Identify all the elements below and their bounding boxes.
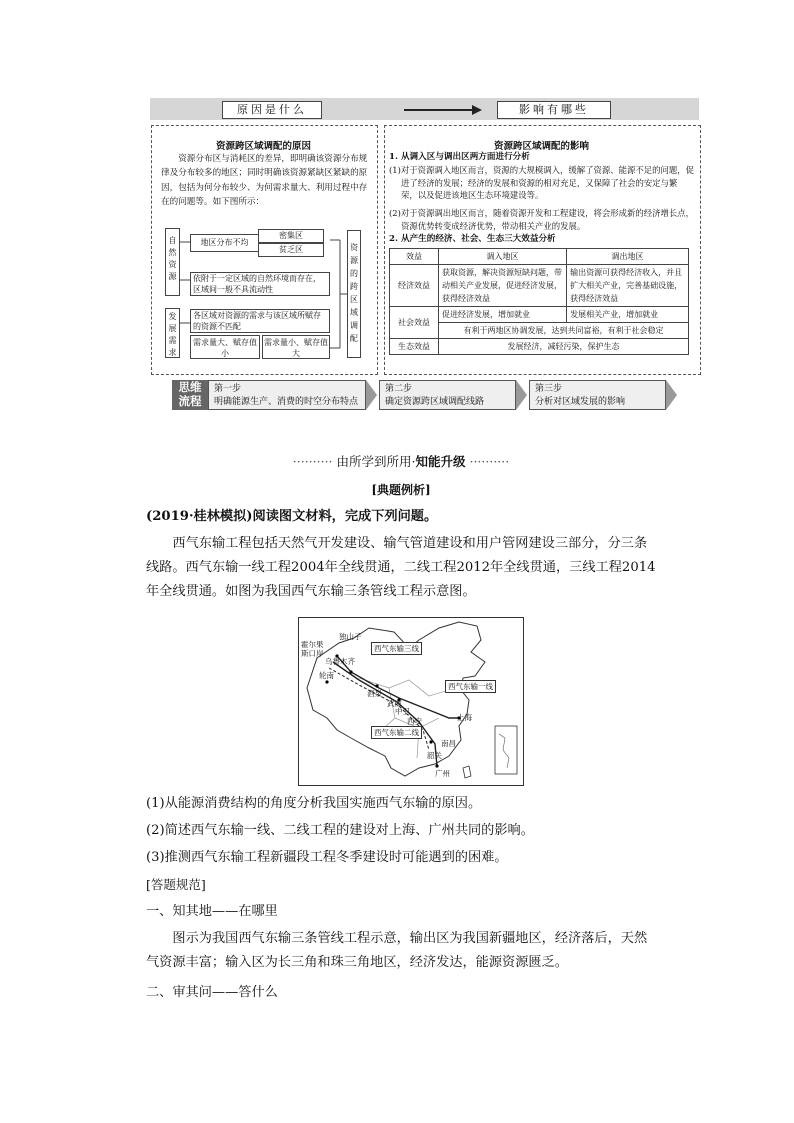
econ-out: 输出资源可获得经济收入，并且扩大相关产业，完善基础设施，获得经济效益 <box>567 265 689 307</box>
answer-section-1-text: 图示为我国西气东输三条管线工程示意，输出区为我国新疆地区，经济落后，天然气资源丰富；输入区为长三角和珠三角地区，经济发达，能源资源匮乏。 <box>146 931 648 970</box>
banner-dots-right: ·········· <box>469 454 510 469</box>
social-shared: 有利于两地区协调发展，达到共同富裕，有利于社会稳定 <box>439 323 689 339</box>
scarce-area-box: 贫乏区 <box>258 243 324 257</box>
table-header-out: 调出地区 <box>567 249 689 265</box>
step-2-desc: 确定资源跨区域调配线路 <box>385 397 485 407</box>
eco-shared: 发展经济，减轻污染，保护生态 <box>439 339 689 355</box>
badge-bottom: 流程 <box>178 394 202 408</box>
map-label-guangzhou: 广州 <box>435 769 450 778</box>
question-1: (1)从能源消费结构的角度分析我国实施西气东输的原因。 <box>146 796 482 811</box>
map-label-zhongwei: 中卫 <box>395 707 410 716</box>
pipeline-map <box>298 617 524 786</box>
banner-prefix: 由所学到所用· <box>336 454 416 469</box>
social-in: 促进经济发展，增加就业 <box>439 307 567 323</box>
question-2: (2)简述西气东输一线、二线工程的建设对上海、广州共同的影响。 <box>146 823 534 838</box>
left-panel-intro: 资源分布区与消耗区的差异，即明确该资源分布规律及分布较多的地区；同时明确该资源紧缺区紧缺的原因，包括为何分布较少、为何需求量大、利用过程中存在的问题等。如下图所示： <box>161 154 368 207</box>
map-label-urumqi: 乌鲁木齐 <box>325 657 355 666</box>
map-label-shanghai: 上海 <box>457 713 472 722</box>
social-out: 发展相关产业，增加就业 <box>567 307 689 323</box>
question-3: (3)推测西气东输工程新疆段工程冬季建设时可能遇到的困难。 <box>146 850 508 865</box>
small-demand-box: 需求量小、赋存值大 <box>262 335 330 359</box>
map-label-jiuquan: 酒泉 <box>367 689 382 698</box>
map-label-line2: 西气东输二线 <box>371 726 422 739</box>
mismatch-box: 各区域对资源的需求与该区域所赋存的资源不匹配 <box>190 309 330 333</box>
step-3-desc: 分析对区域发展的影响 <box>535 397 626 407</box>
flow-step-2 <box>379 380 516 410</box>
natural-resource-label: 自然资源 <box>165 228 180 296</box>
answer-section-2: 二、审其问——答什么 <box>146 985 278 1000</box>
table-header-benefit: 效益 <box>390 249 439 265</box>
table-row <box>390 339 689 355</box>
demand-label: 发展需求 <box>165 308 180 358</box>
tab-effects: 影响有哪些 <box>497 101 611 119</box>
flow-step-3 <box>529 380 666 410</box>
big-demand-box: 需求量大、赋存值小 <box>190 335 260 359</box>
uneven-distribution-box: 地区分布不均 <box>190 234 259 252</box>
dependent-box: 依附于一定区域的自然环境而存在，区域间一般不具流动性 <box>190 272 330 296</box>
arrow-right-icon <box>402 103 484 117</box>
thinking-flow-badge <box>172 380 208 410</box>
map-label-line1: 西气东输一线 <box>445 680 496 693</box>
step-3-title: 第三步 <box>535 384 563 394</box>
map-label-khorgos: 霍尔果斯口岸 <box>301 640 324 658</box>
right-p1: (1)对于资源调入地区而言，资源的大规模调入，缓解了资源、能源不足的问题，促进了经济的发展；经济的发展和资源的相对充足，又保障了社会的安定与繁荣，以及促进该地区生态环境建设等。 <box>389 165 694 200</box>
source-line: (2019·桂林模拟)阅读图文材料，完成下列问题。 <box>146 509 438 524</box>
example-tag: [典题例析] <box>371 483 431 497</box>
right-panel-title: 资源跨区域调配的影响 <box>493 141 589 152</box>
step-1-desc: 明确能源生产、消费的时空分布特点 <box>214 397 359 407</box>
step-2-title: 第二步 <box>385 384 413 394</box>
material-text: 西气东输工程包括天然气开发建设、输气管道建设和用户管网建设三部分，分三条线路。西气东输一线工程2004年全线贯通，二线工程2012年全线贯通，三线工程2014年全线贯通。如图为我国西气东输三条管线工程示意图。 <box>146 536 656 599</box>
econ-in: 获取资源，解决资源短缺问题，带动相关产业发展，促进经济发展，获得经济效益 <box>439 265 567 307</box>
benefit-table <box>389 248 689 355</box>
concentrated-area-box: 密集区 <box>258 229 324 243</box>
map-label-wuwei: 武威 <box>387 699 402 708</box>
map-label-nanchang: 南昌 <box>441 739 456 748</box>
table-row <box>390 307 689 323</box>
social-label: 社会效益 <box>390 307 439 339</box>
banner-dots-left: ·········· <box>292 454 333 469</box>
chevron-right-icon <box>666 380 678 410</box>
right-h2: 2. 从产生的经济、社会、生态三大效益分析 <box>389 234 556 244</box>
right-h1: 1. 从调入区与调出区两方面进行分析 <box>389 152 530 162</box>
map-label-line3: 西气东输三线 <box>371 642 422 655</box>
tab-causes: 原因是什么 <box>222 101 322 119</box>
step-1-title: 第一步 <box>214 384 242 394</box>
chevron-right-icon <box>516 380 528 410</box>
eco-label: 生态效益 <box>390 339 439 355</box>
banner-bold: 知能升级 <box>415 454 466 469</box>
answer-tag: [答题规范] <box>146 877 206 892</box>
table-row <box>390 265 689 307</box>
cross-region-label: 资源的跨区域调配 <box>347 230 361 358</box>
right-p2: (2)对于资源调出地区而言，随着资源开发和工程建设，将会形成新的经济增长点，资源优势转变成经济优势，带动相关产业的发展。 <box>389 208 694 231</box>
left-panel-title: 资源跨区域调配的原因 <box>215 141 311 152</box>
econ-label: 经济效益 <box>390 265 439 307</box>
map-label-lunnan: 轮南 <box>319 671 334 680</box>
chevron-right-icon <box>366 380 378 410</box>
answer-section-1: 一、知其地——在哪里 <box>146 904 278 919</box>
flow-step-1 <box>208 380 366 410</box>
map-label-dushanzi: 独山子 <box>339 632 362 641</box>
map-label-shaoguan: 韶关 <box>427 751 442 760</box>
map-label-xian: 西安 <box>407 717 422 726</box>
badge-top: 思维 <box>178 380 202 394</box>
table-header-in: 调入地区 <box>439 249 567 265</box>
section-banner <box>146 452 656 470</box>
